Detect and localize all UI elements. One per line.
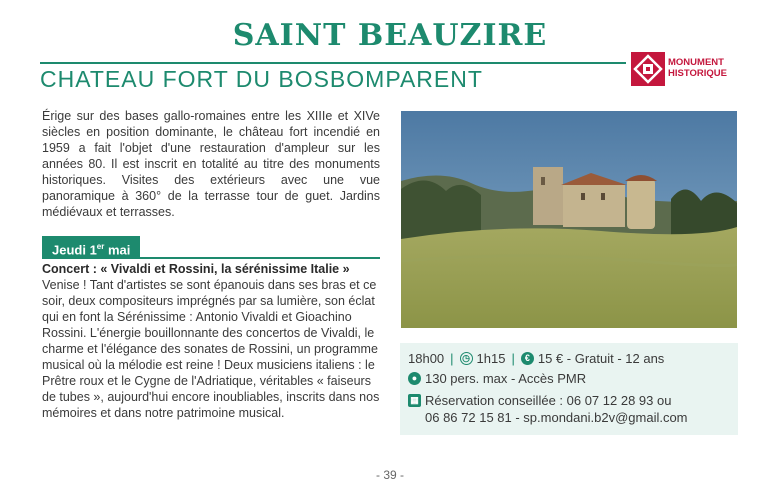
site-title: CHATEAU FORT DU BOSBOMPARENT [40,66,483,92]
event-date: Jeudi 1er mai [42,236,140,258]
person-icon: ● [408,372,421,385]
separator: | [450,351,454,366]
monument-historique-label: MONUMENT HISTORIQUE [668,57,727,79]
practical-info [400,343,738,435]
page-number: - 39 - [375,468,404,482]
reservation-line [408,393,671,408]
title-rule [40,62,626,64]
town-title: SAINT BEAUZIRE [232,18,548,53]
clock-icon: ◷ [460,352,473,365]
calendar-icon: ▦ [408,394,421,407]
monument-historique-logo [631,52,665,86]
event-capacity: 130 pers. max - Accès PMR [425,371,587,386]
capacity-line [408,371,586,386]
event-description: Venise ! Tant d'artistes se sont épanouis dans ses bras et ce soir, deux compositeurs imprégnés par sa lumière, son éclat qui en font la Sérénissime : Antonio Vivaldi et Gioachino Rossini. L'énergie bouillonnante des concertos de Vivaldi, le charme et l'élégance des sonates de Rossini, un programme musical où la mélodie est reine ! Deux musiciens italiens : le Prêtre roux et le Cygne de l'Adriatique, véritables « faiseurs de tubes », aujourd'hui encore inoubliables, inscrits dans nos mémoires et dans notre patrimoine musical. [42,278,380,420]
intro-text: Érige sur des bases gallo-romaines entre les XIIIe et XIVe siècles en position dominante, le château fort incendié en 1959 a fait l'objet d'une restauration d'ampleur sur les années 80. Il est inscrit en totalité au titre des monuments historiques. Visites des extérieurs avec une vue panoramique à 360° de la terrasse tour de guet. Jardins médiévaux et terrasses. [42,109,380,219]
castle-photo [401,111,737,328]
event-price: 15 € - Gratuit - 12 ans [537,351,665,366]
event-time: 18h00 [408,351,445,366]
reservation-text: Réservation conseillée : 06 07 12 28 93 ou [425,393,672,408]
event-duration: 1h15 [476,351,506,366]
date-rule [42,257,380,259]
contact-line [425,410,688,425]
event-title: Concert : « Vivaldi et Rossini, la sérénissime Italie » [42,262,350,276]
separator: | [511,351,515,366]
contact-text: 06 86 72 15 81 - sp.mondani.b2v@gmail.com [425,410,688,425]
schedule-line [408,351,664,366]
euro-icon: € [521,352,534,365]
